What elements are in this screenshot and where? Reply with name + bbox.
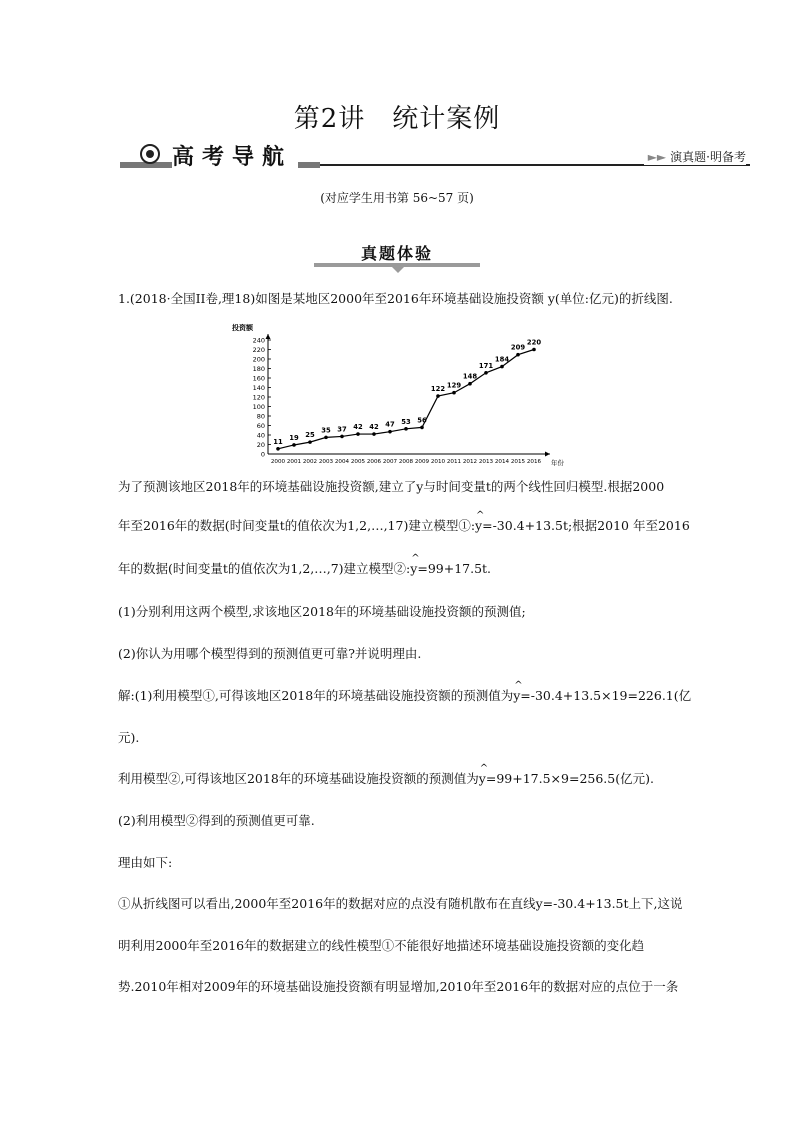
text: 解:(1)利用模型①,可得该地区2018年的环境基础设施投资额的预测值为	[118, 688, 514, 703]
section-triangle	[392, 267, 404, 273]
x-tick-label: 2004	[334, 459, 350, 465]
solution-line3	[118, 770, 678, 788]
y-tick-label: 60	[256, 422, 265, 430]
solution-line7: 明利用2000年至2016年的数据建立的线性模型①不能很好地描述环境基础设施投资额的变化趋	[118, 938, 645, 953]
data-point	[532, 348, 536, 352]
investment-line-chart	[228, 318, 564, 467]
data-label: 37	[337, 425, 347, 434]
data-label: 19	[289, 433, 299, 442]
data-label: 56	[417, 416, 427, 425]
x-tick-label: 2012	[462, 459, 478, 465]
x-tick-label: 2001	[286, 459, 302, 465]
data-label: 42	[353, 423, 363, 432]
x-tick-label: 2003	[318, 459, 334, 465]
y-tick-label: 0	[260, 450, 265, 459]
banner-right-text: 演真题·明备考	[670, 150, 746, 164]
data-label: 47	[385, 420, 395, 429]
data-point	[484, 371, 488, 375]
data-label: 220	[526, 338, 542, 347]
y-tick-label: 240	[252, 336, 265, 345]
y-tick-label: 180	[252, 365, 265, 373]
problem-para-line1: 为了预测该地区2018年的环境基础设施投资额,建立了y与时间变量t的两个线性回归模型.根据2000	[118, 479, 665, 494]
target-icon	[140, 144, 160, 164]
x-axis-arrow	[545, 452, 550, 457]
x-tick-label: 2005	[350, 459, 366, 465]
data-point	[372, 432, 376, 436]
data-point	[516, 353, 520, 357]
x-tick-label: 2015	[510, 459, 526, 465]
y-tick-label: 120	[252, 393, 265, 402]
solution-line2: 元).	[118, 730, 140, 745]
data-point	[420, 426, 424, 430]
data-label: 35	[321, 426, 331, 435]
page-title: 第2讲 统计案例	[293, 104, 501, 134]
x-tick-label: 2008	[398, 459, 414, 465]
text: =99+17.5t.	[417, 561, 492, 576]
data-point	[356, 432, 360, 436]
problem-intro: 1.(2018·全国II卷,理18)如图是某地区2000年至2016年环境基础设施投资额 y(单位:亿元)的折线图.	[118, 291, 673, 306]
book-reference: (对应学生用书第 56~57 页)	[320, 191, 474, 205]
problem-para-line3	[118, 560, 678, 578]
y-axis-label: 投资额	[232, 324, 253, 332]
text: =-30.4+13.5×19=226.1(亿	[520, 688, 692, 703]
series-line	[278, 350, 534, 449]
text: =-30.4+13.5t;根据2010 年至2016	[482, 518, 690, 533]
x-tick-label: 2006	[366, 459, 382, 465]
data-point	[468, 382, 472, 386]
x-tick-label: 2013	[478, 459, 494, 465]
solution-line5: 理由如下:	[118, 855, 173, 870]
data-point	[292, 443, 296, 447]
y-tick-label: 200	[252, 355, 265, 364]
banner-subtitle	[644, 148, 746, 165]
y-tick-label: 80	[256, 412, 265, 421]
section-banner	[120, 142, 750, 170]
question-2: (2)你认为用哪个模型得到的预测值更可靠?并说明理由.	[118, 646, 422, 661]
solution-line4: (2)利用模型②得到的预测值更可靠.	[118, 813, 315, 828]
data-point	[500, 365, 504, 369]
data-label: 171	[478, 361, 494, 370]
data-label: 25	[305, 431, 315, 440]
y-axis-arrow	[266, 334, 271, 339]
problem-para-line2	[118, 517, 690, 535]
section-header	[0, 241, 794, 264]
x-tick-label: 2000	[270, 459, 286, 465]
x-tick-label: 2007	[382, 459, 398, 465]
data-label: 42	[369, 423, 379, 432]
x-tick-label: 2011	[446, 459, 462, 465]
data-label: 184	[494, 355, 510, 364]
data-point	[276, 447, 280, 451]
y-hat-symbol: ^ y	[479, 770, 486, 788]
x-tick-label: 2010	[430, 459, 446, 465]
section-title: 真题体验	[360, 244, 433, 263]
data-point	[388, 430, 392, 434]
text: =99+17.5×9=256.5(亿元).	[485, 771, 654, 786]
text: 年至2016年的数据(时间变量t的值依次为1,2,…,17)建立模型①:	[118, 518, 476, 533]
question-1: (1)分别利用这两个模型,求该地区2018年的环境基础设施投资额的预测值;	[118, 604, 526, 619]
x-tick-label: 2016	[526, 459, 542, 465]
y-tick-label: 140	[252, 384, 265, 392]
y-tick-label: 40	[256, 431, 265, 440]
data-point	[404, 427, 408, 431]
text: 利用模型②,可得该地区2018年的环境基础设施投资额的预测值为	[118, 771, 479, 786]
y-tick-label: 20	[256, 441, 265, 449]
solution-line6: ①从折线图可以看出,2000年至2016年的数据对应的点没有随机散布在直线y=-30.4+13.5t上下,这说	[118, 896, 683, 911]
data-label: 11	[273, 437, 283, 446]
solution-line8: 势.2010年相对2009年的环境基础设施投资额有明显增加,2010年至2016年的数据对应的点位于一条	[118, 979, 679, 994]
x-tick-label: 2014	[494, 459, 510, 465]
data-label: 122	[430, 385, 446, 394]
y-hat-symbol: ^ y	[410, 560, 417, 578]
y-tick-label: 100	[252, 403, 265, 411]
text: 年的数据(时间变量t的值依次为1,2,…,7)建立模型②:	[118, 561, 411, 576]
data-label: 148	[462, 372, 478, 381]
double-arrow-icon: ►►	[647, 150, 667, 164]
y-hat-symbol: ^ y	[475, 517, 482, 535]
data-point	[324, 436, 328, 440]
data-label: 129	[446, 381, 462, 390]
data-point	[452, 391, 456, 395]
x-axis-label: 年份	[551, 459, 564, 467]
data-point	[340, 435, 344, 439]
y-tick-label: 220	[252, 346, 265, 354]
y-hat-symbol: ^ y	[513, 687, 520, 705]
data-label: 209	[510, 343, 526, 352]
x-tick-label: 2002	[302, 459, 318, 465]
x-tick-label: 2009	[414, 459, 430, 465]
data-label: 53	[401, 417, 411, 426]
y-tick-label: 160	[252, 374, 265, 383]
data-point	[308, 440, 312, 444]
banner-heading: 高考导航	[172, 140, 298, 171]
data-point	[436, 394, 440, 398]
solution-line1	[118, 687, 692, 705]
